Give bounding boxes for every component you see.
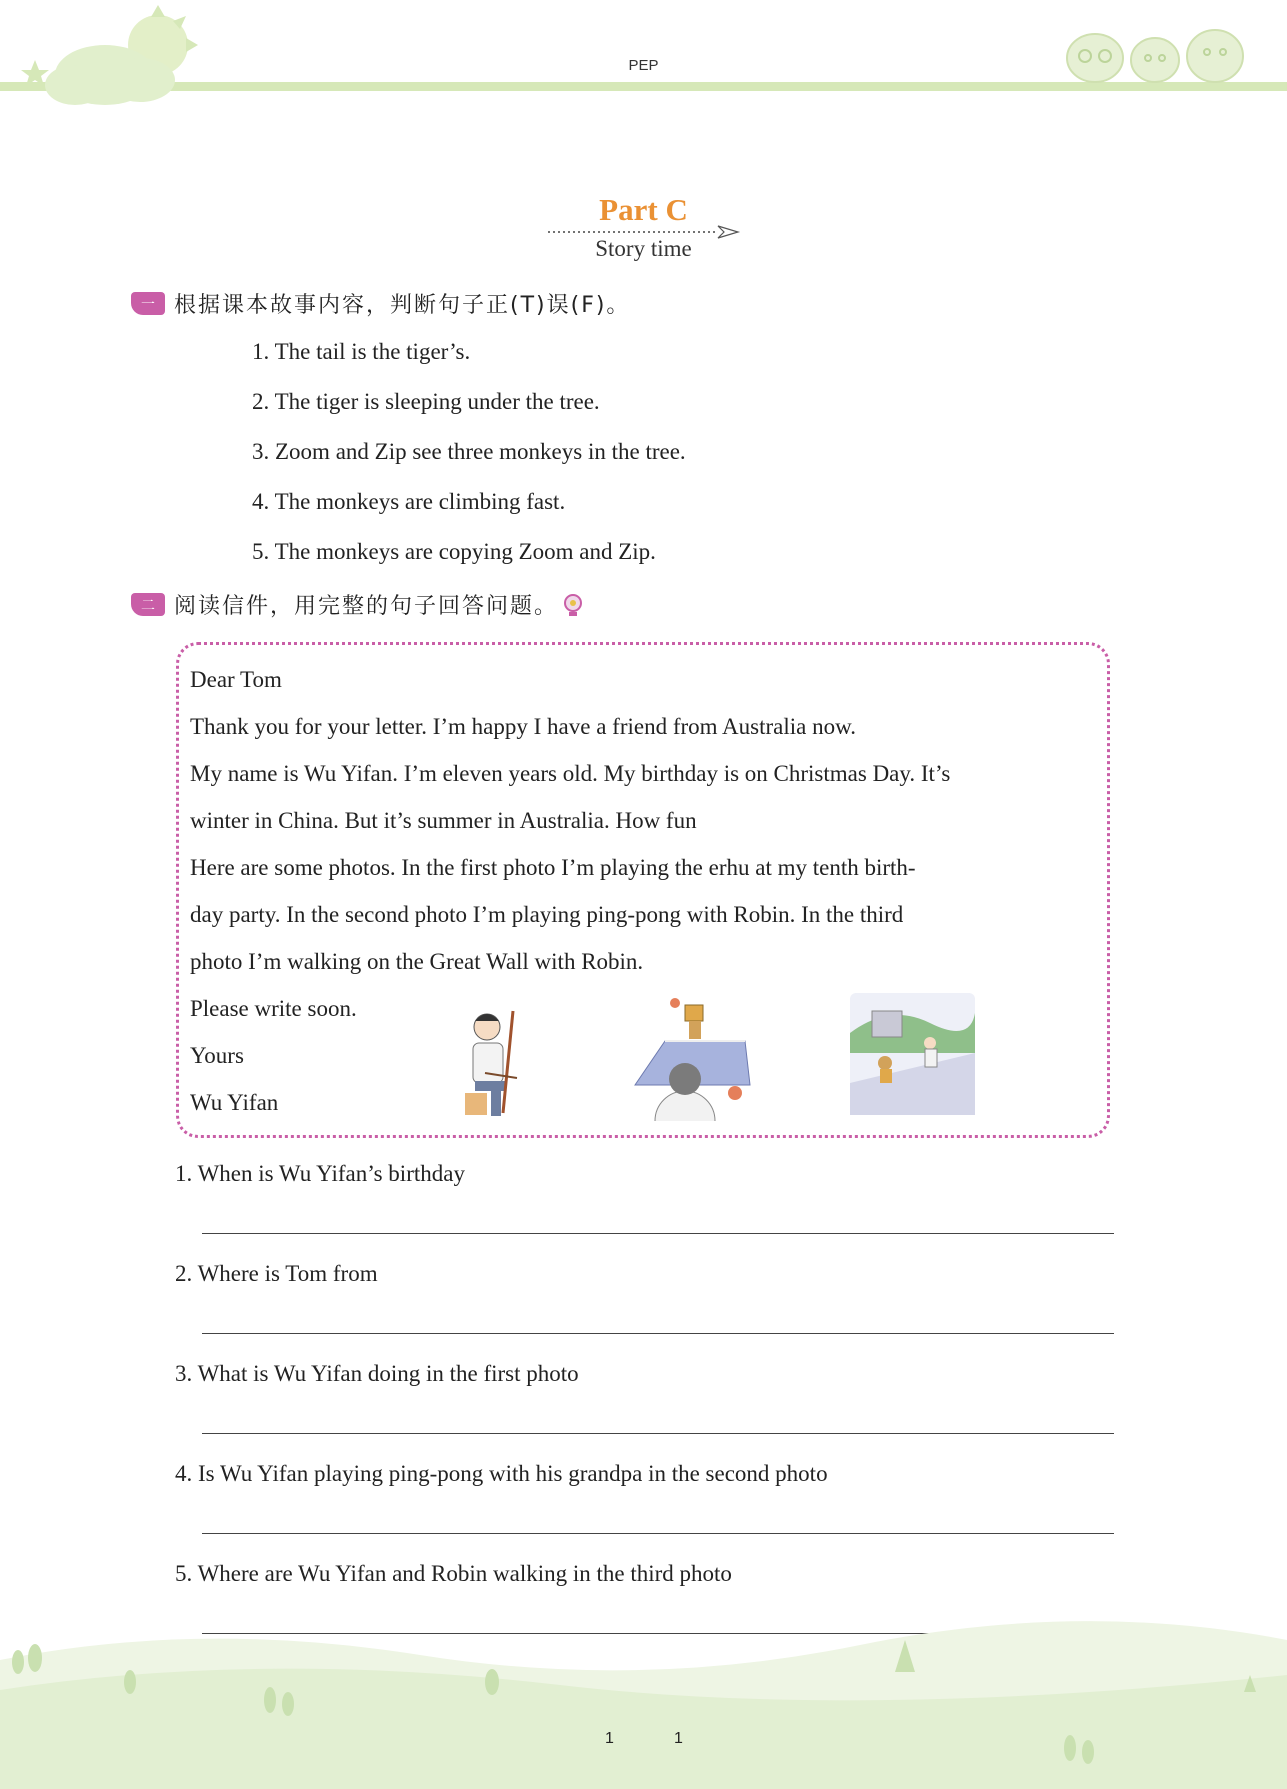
tf-item: 1. The tail is the tiger’s. <box>252 339 471 364</box>
answer-line[interactable] <box>202 1333 1114 1334</box>
tf-item: 2. The tiger is sleeping under the tree. <box>252 389 600 414</box>
answer-line[interactable] <box>202 1433 1114 1434</box>
letter-line: Wu Yifan <box>190 1090 279 1115</box>
section2-badge: 二 <box>131 593 165 616</box>
tf-item: 5. The monkeys are copying Zoom and Zip. <box>252 539 656 564</box>
tf-item: 4. The monkeys are climbing fast. <box>252 489 566 514</box>
animal-faces-icon <box>1060 18 1260 86</box>
question: 2. Where is Tom from <box>175 1261 378 1286</box>
lightbulb-icon <box>562 593 584 617</box>
answer-line[interactable] <box>202 1533 1114 1534</box>
section1-instruction: 根据课本故事内容，判断句子正(T)误(F)。 <box>174 293 631 318</box>
letter-line: Dear Tom <box>190 667 282 692</box>
part-title: Part C <box>599 192 688 227</box>
ping-pong-illustration <box>625 993 755 1121</box>
page-number-right: 1 <box>674 1730 683 1747</box>
question: 3. What is Wu Yifan doing in the first photo <box>175 1361 579 1386</box>
answer-line[interactable] <box>202 1233 1114 1234</box>
letter-line: Here are some photos. In the first photo I’m playing the erhu at my tenth birth- <box>190 855 916 880</box>
letter-line: winter in China. But it’s summer in Australia. How fun <box>190 808 697 833</box>
letter-line: My name is Wu Yifan. I’m eleven years old. My birthday is on Christmas Day. It’s <box>190 761 951 786</box>
question: 4. Is Wu Yifan playing ping-pong with his grandpa in the second photo <box>175 1461 828 1486</box>
great-wall-illustration <box>850 993 975 1115</box>
letter-line: Thank you for your letter. I’m happy I have a friend from Australia now. <box>190 714 856 739</box>
question: 1. When is Wu Yifan’s birthday <box>175 1161 465 1186</box>
question: 5. Where are Wu Yifan and Robin walking in the third photo <box>175 1561 732 1586</box>
part-subtitle: Story time <box>595 236 692 261</box>
letter-line: day party. In the second photo I’m playing ping-pong with Robin. In the third <box>190 902 904 927</box>
section1-badge: 一 <box>131 292 165 315</box>
footer-hills <box>0 1600 1287 1789</box>
tf-item: 3. Zoom and Zip see three monkeys in the tree. <box>252 439 686 464</box>
erhu-player-illustration <box>455 1003 535 1123</box>
header-label: PEP <box>628 57 659 74</box>
letter-line: photo I’m walking on the Great Wall with Robin. <box>190 949 644 974</box>
section1-heading <box>131 288 630 319</box>
letter-line: Yours <box>190 1043 244 1068</box>
page-number-left: 1 <box>605 1730 614 1747</box>
section2-heading <box>131 589 584 620</box>
section2-instruction: 阅读信件，用完整的句子回答问题。 <box>174 594 559 619</box>
letter-line: Please write soon. <box>190 996 357 1021</box>
